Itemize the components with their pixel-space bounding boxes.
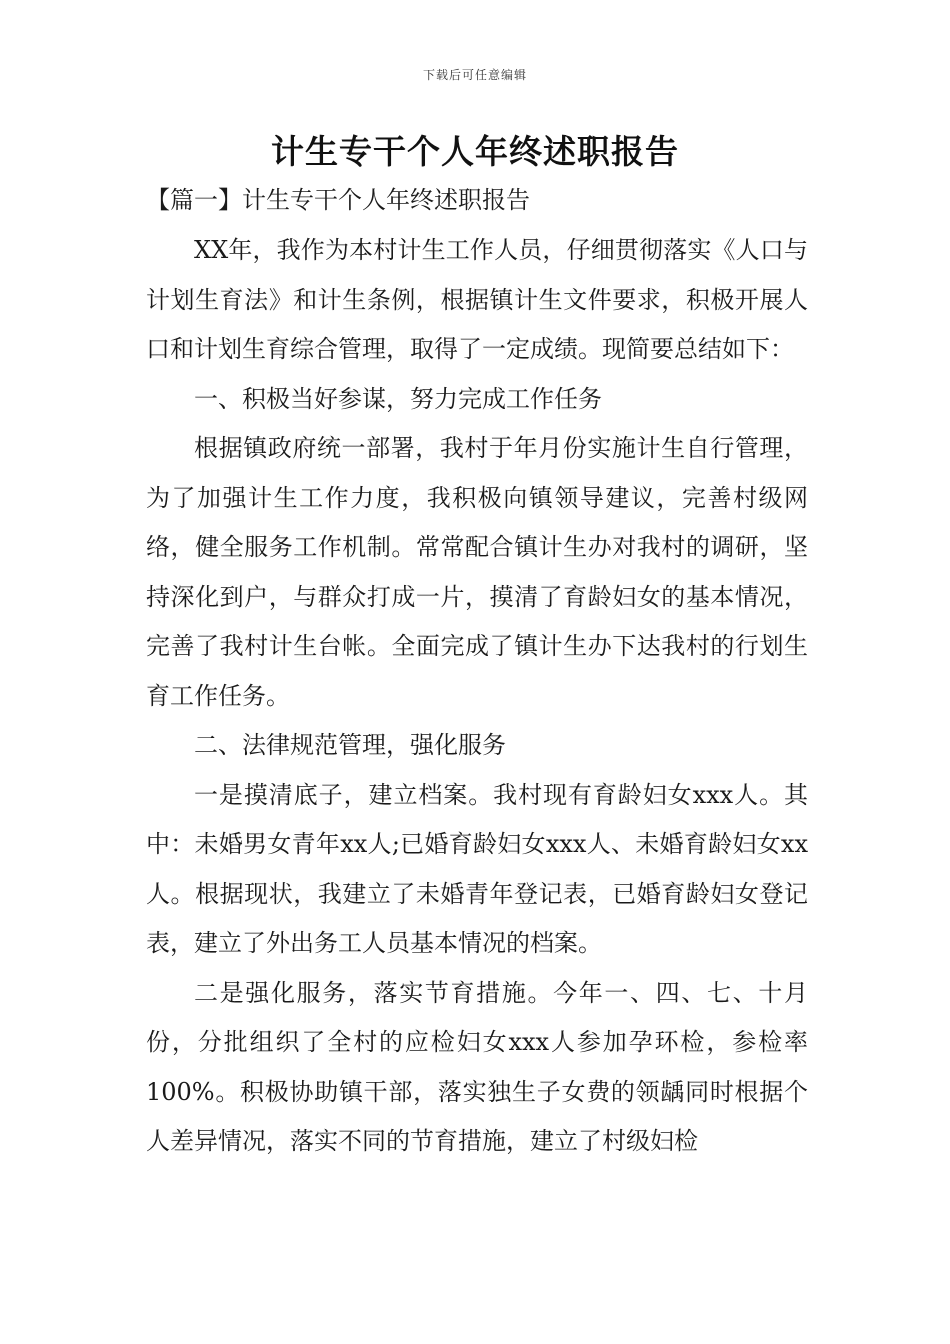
subheading-2: 二、法律规范管理，强化服务: [194, 731, 506, 759]
header-note: 下载后可任意编辑: [422, 68, 527, 82]
document-title: 计生专干个人年终述职报告: [271, 132, 679, 171]
paragraph-2: 一是摸清底子，建立档案。我村现有育龄妇女xxx人。其中：未婚男女青年xx人;已婚育龄妇女xxx人、未婚育龄妇女xx人。根据现状，我建立了未婚青年登记表，已婚育龄妇女登记表，建立了外出务工人员基本情况的档案。: [146, 780, 808, 957]
section-heading: 【篇一】计生专干个人年终述职报告: [146, 186, 530, 214]
paragraph-3: 二是强化服务，落实节育措施。今年一、四、七、十月份，分批组织了全村的应检妇女xxx人参加孕环检，参检率100%。积极协助镇干部，落实独生子女费的领龋同时根据个人差异情况，落实不同的节育措施，建立了村级妇检: [146, 978, 808, 1155]
paragraph-intro: XX年，我作为本村计生工作人员，仔细贯彻落实《人口与计划生育法》和计生条例，根据镇计生文件要求，积极开展人口和计划生育综合管理，取得了一定成绩。现简要总结如下：: [146, 236, 808, 363]
paragraph-1: 根据镇政府统一部署，我村于年月份实施计生自行管理，为了加强计生工作力度，我积极向镇领导建议，完善村级网络，健全服务工作机制。常常配合镇计生办对我村的调研，坚持深化到户，与群众打成一片，摸清了育龄妇女的基本情况，完善了我村计生台帐。全面完成了镇计生办下达我村的行划生育工作任务。: [146, 434, 808, 710]
document-body: [146, 226, 808, 1167]
subheading-1: 一、积极当好参谋，努力完成工作任务: [194, 384, 602, 413]
